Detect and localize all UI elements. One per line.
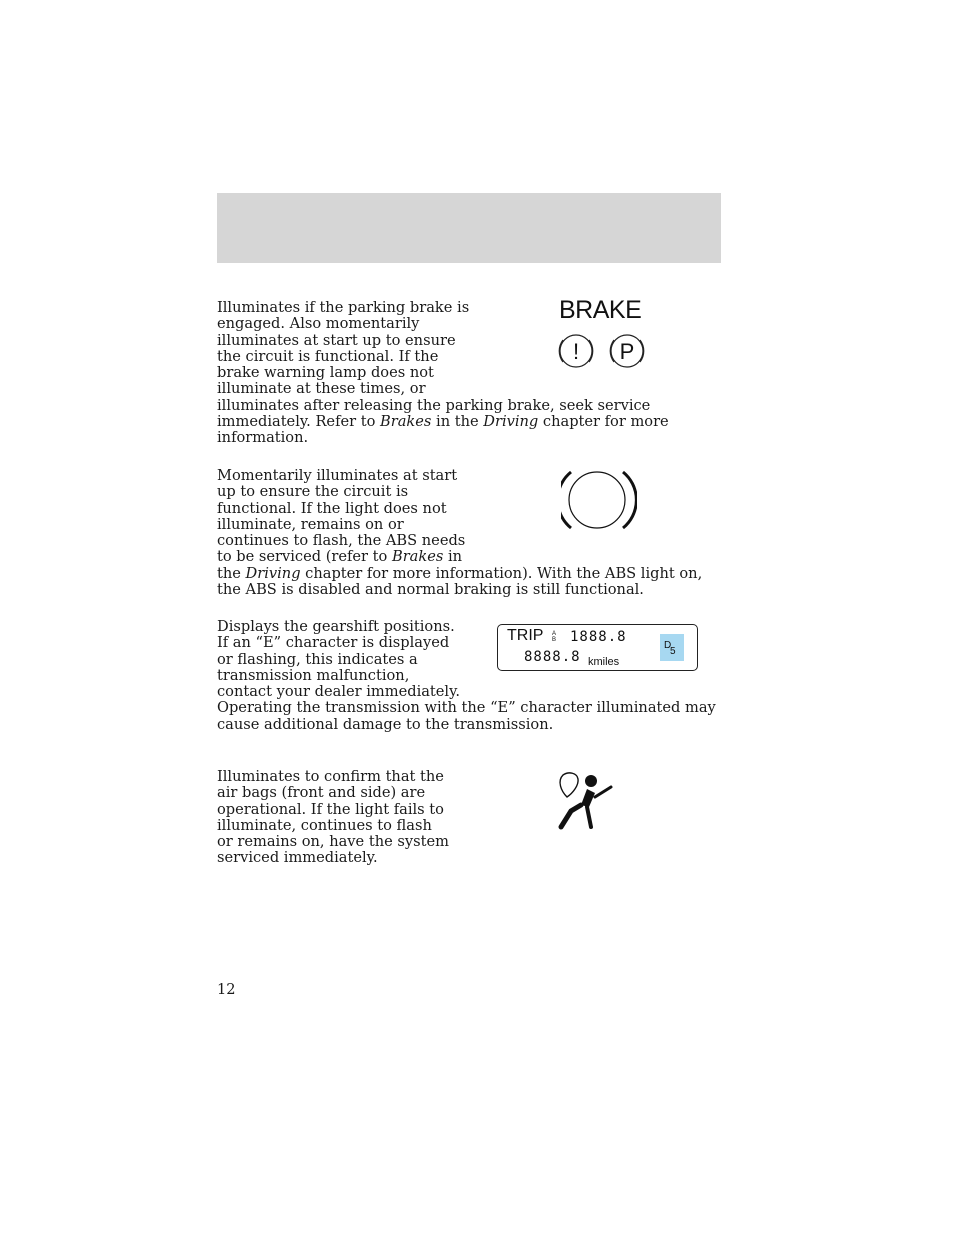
brake-warning-section [217, 296, 721, 447]
units-label: kmiles [588, 656, 620, 668]
odometer-display [467, 619, 721, 699]
abs-warning-section [217, 468, 721, 598]
p-glyph: P [619, 339, 635, 364]
trip-digits: 1888.8 [570, 629, 627, 645]
gearshift-description: Displays the gearshift positions. If an “E” character is displayed or flashing, this indicates a transmission malfunction, contact your dealer immediately. Operating the transmission with the “E” character illuminated may cause additional damage to the transmission. [217, 618, 716, 733]
trip-ab-indicator: A B [551, 631, 556, 643]
brake-icon-label: BRAKE [559, 296, 642, 324]
airbag-icon [451, 769, 721, 839]
gearshift-section [217, 619, 721, 733]
abs-circle-icon [561, 470, 637, 534]
page-number: 12 [217, 981, 236, 998]
airbag-description: Illuminates to confirm that the air bags (front and side) are operational. If the light fails to illuminate, continues to flash or remains on, have the system serviced immediately. [217, 768, 449, 867]
trip-label: TRIP [507, 627, 544, 644]
exclamation-glyph: ! [572, 339, 580, 364]
brake-warning-icon [471, 296, 721, 382]
airbag-person-icon [551, 767, 621, 833]
odometer-digits: 8888.8 [524, 649, 581, 665]
odometer-frame [497, 624, 698, 671]
gear-indicator: D 5 [660, 634, 684, 661]
brake-description: Illuminates if the parking brake is engaged. Also momentarily illuminates at start up to ensure the circuit is functional. If the brake warning lamp does not illuminate at these times, or illuminates after releasing the parking brake, seek service immediately. Refer to Brakes in the Driving chapter for more information. [217, 299, 669, 447]
header-band [217, 193, 721, 263]
brake-circles-icon [555, 334, 655, 372]
airbag-section [217, 769, 721, 867]
abs-warning-icon [469, 468, 721, 550]
abs-description: Momentarily illuminates at start up to ensure the circuit is functional. If the light does not illuminate, remains on or continues to flash, the ABS needs to be serviced (refer to Brakes in the Driving chapter for more information). With the ABS light on, the ABS is disabled and normal braking is still functional. [217, 467, 703, 599]
